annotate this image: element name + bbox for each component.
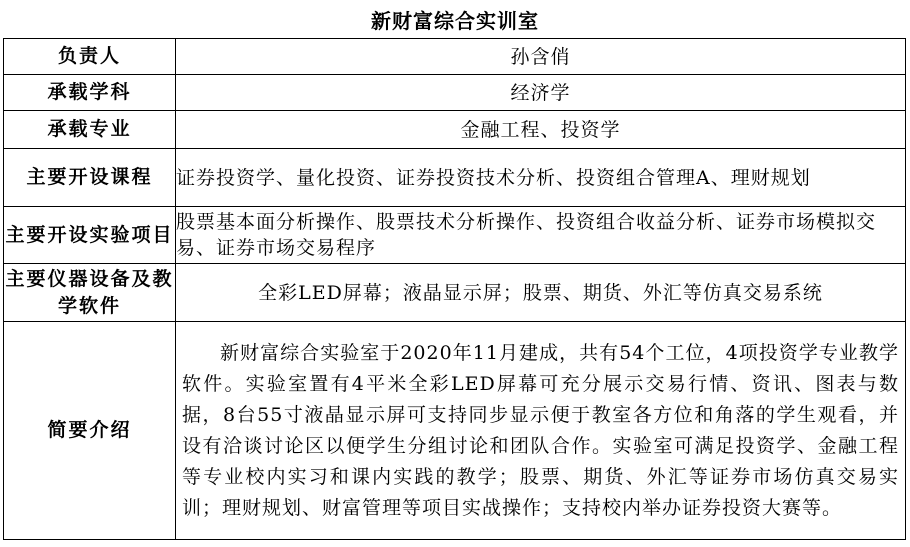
row-label-courses: 主要开设课程: [4, 149, 176, 207]
table-row: [4, 264, 906, 322]
row-label-intro: 简要介绍: [4, 322, 176, 540]
row-value-discipline: 经济学: [176, 75, 906, 111]
row-value-intro-cell: [176, 322, 906, 540]
table-row: [4, 111, 906, 149]
row-value-major: 金融工程、投资学: [176, 111, 906, 149]
row-value-equipment: 全彩LED屏幕；液晶显示屏；股票、期货、外汇等仿真交易系统: [176, 264, 906, 322]
info-table: [3, 38, 906, 540]
row-label-experiments: 主要开设实验项目: [4, 207, 176, 264]
table-row: [4, 149, 906, 207]
table-row: [4, 322, 906, 540]
page-title: 新财富综合实训室: [371, 8, 539, 33]
table-row: [4, 75, 906, 111]
table-row: [4, 39, 906, 75]
row-label-major: 承载专业: [4, 111, 176, 149]
row-label-discipline: 承载学科: [4, 75, 176, 111]
intro-paragraph: 新财富综合实验室于2020年11月建成，共有54个工位，4项投资学专业教学软件。实验室置有4平米全彩LED屏幕可充分展示交易行情、资讯、图表与数据，8台55寸液晶显示屏可支持同步显示便于教室各方位和角落的学生观看，并设有洽谈讨论区以便学生分组讨论和团队合作。实验室可满足投资学、金融工程等专业校内实习和课内实践的教学；股票、期货、外汇等证券市场仿真交易实训；理财规划、财富管理等项目实战操作；支持校内举办证券投资大赛等。: [182, 341, 899, 519]
row-value-manager: 孙含俏: [176, 39, 906, 75]
row-label-equipment: 主要仪器设备及教学软件: [4, 264, 176, 322]
row-label-manager: 负责人: [4, 39, 176, 75]
table-row: [4, 207, 906, 264]
row-value-experiments: 股票基本面分析操作、股票技术分析操作、投资组合收益分析、证券市场模拟交易、证券市场交易程序: [176, 207, 906, 264]
row-value-courses: 证券投资学、量化投资、证券投资技术分析、投资组合管理A、理财规划: [176, 149, 906, 207]
